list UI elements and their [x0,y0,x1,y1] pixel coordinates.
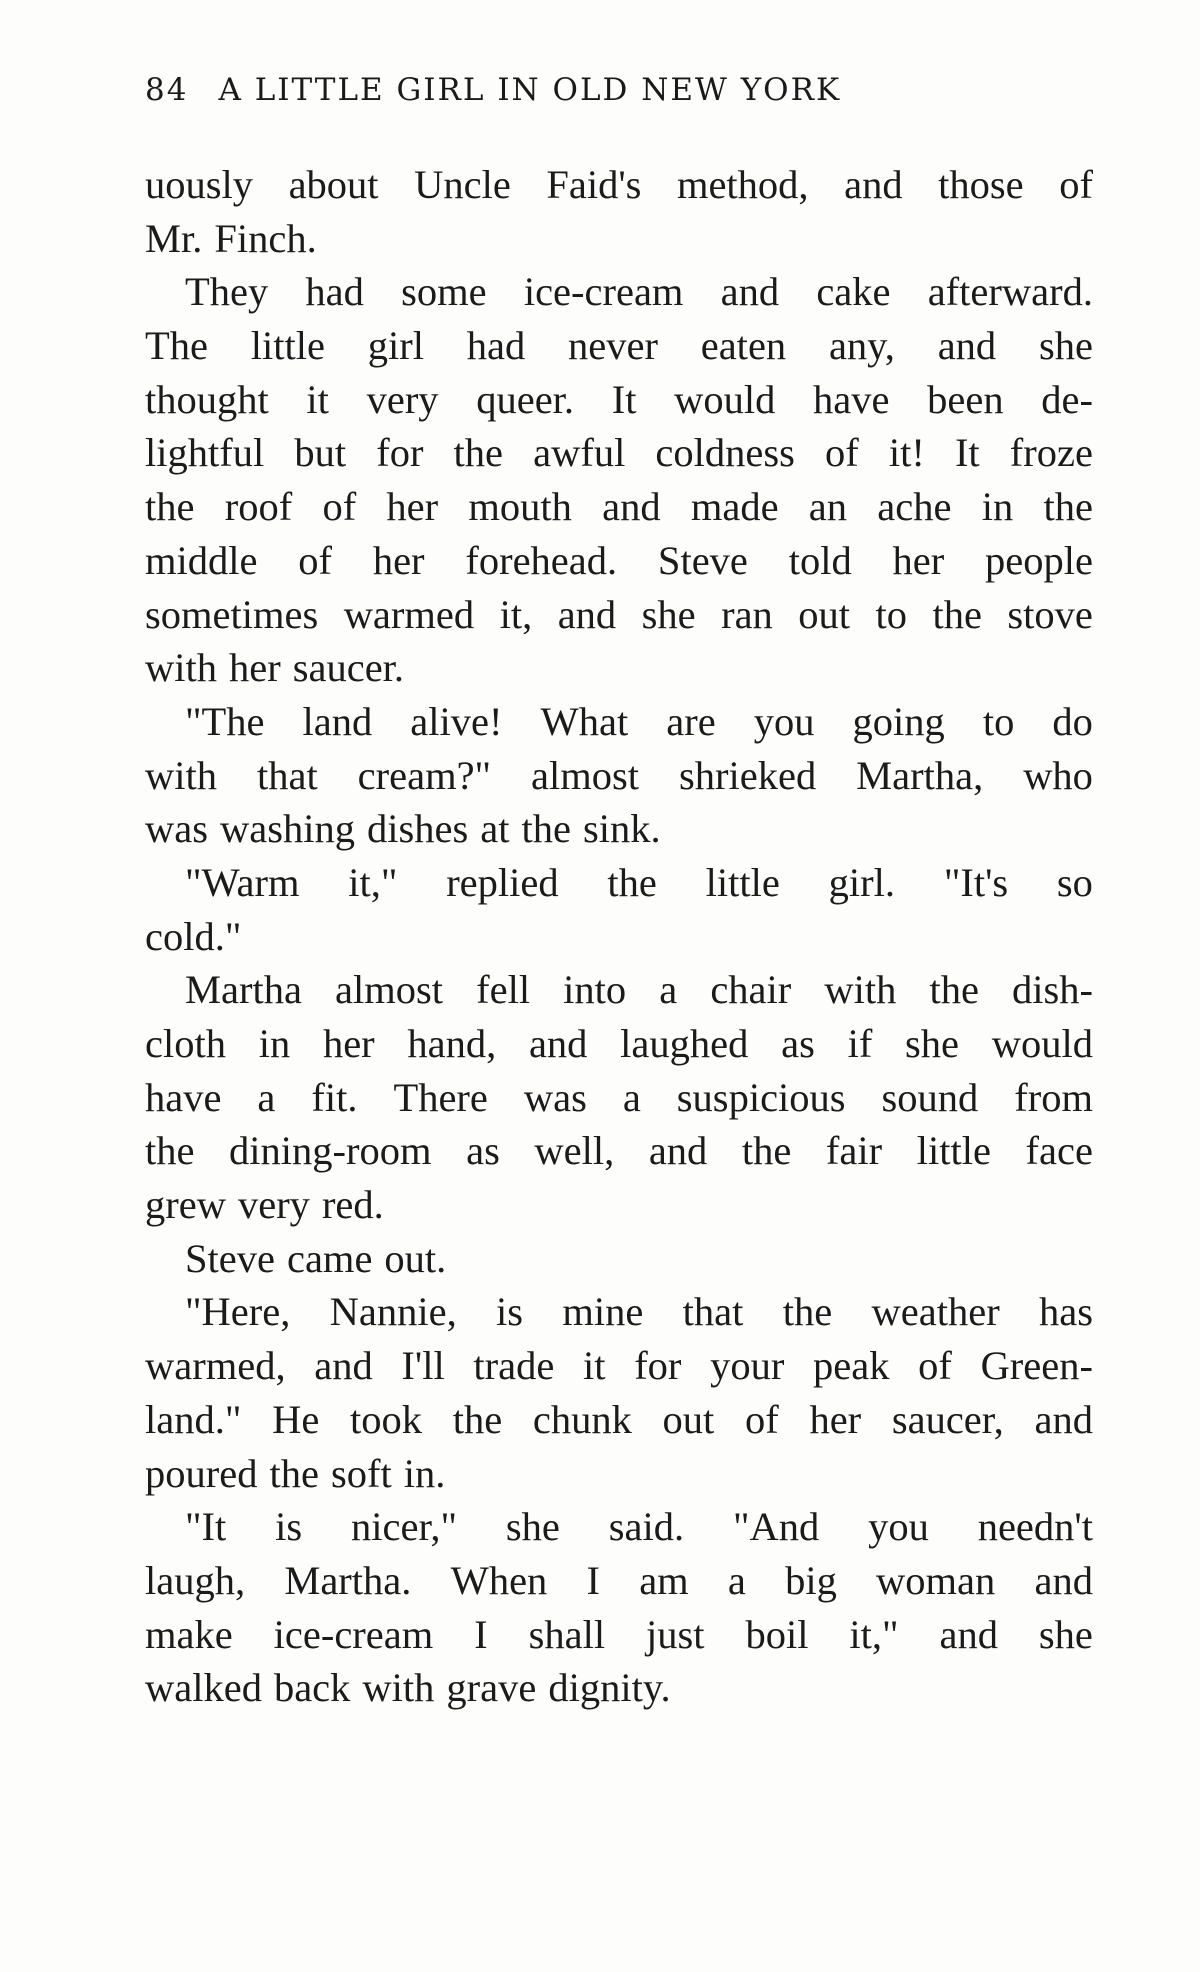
word: girl. [828,859,896,905]
word: What [540,698,629,744]
word: walked [145,1665,262,1711]
text-line [145,1285,1093,1339]
word: "It's [943,859,1009,905]
word: it! [888,430,925,476]
word: came [286,1235,373,1281]
word: hand, [407,1021,497,1066]
word: she [905,1021,960,1066]
word: land." [145,1396,242,1442]
page-number: 84 [145,72,189,108]
word: out [798,591,851,637]
word: the [741,1128,792,1174]
word: of [1059,162,1093,207]
word: shrieked [679,752,817,798]
word: the [269,1450,319,1496]
text-line [145,1661,1093,1715]
word: very [366,376,439,422]
word: with [145,645,218,691]
word: Steve [185,1235,275,1281]
word: almost [531,752,640,798]
word: and [648,1128,708,1174]
word: with [362,1665,435,1711]
word: eaten [700,323,787,369]
word: I'll [401,1343,445,1389]
word: it [306,376,329,422]
word: chunk [532,1396,632,1442]
word: any, [828,323,895,369]
word: little [250,323,325,369]
word: Martha [185,967,302,1013]
word: and [557,591,617,637]
word: as [781,1021,815,1066]
word: alive! [410,698,503,744]
word: she [1038,323,1093,369]
text-line [145,212,1093,266]
word: she [1038,1611,1093,1657]
word: lightful [145,430,265,476]
word: awful [533,430,626,476]
body-text [145,158,1093,1715]
word: for [634,1343,682,1389]
word: trade [473,1343,555,1389]
word: have [813,376,890,422]
word: I [586,1557,600,1603]
word: de- [1041,376,1093,422]
word: has [1039,1289,1093,1335]
text-line [145,158,1093,212]
word: your [710,1343,785,1389]
word: that [256,752,318,798]
word: laugh, [145,1557,246,1603]
text-line [145,1339,1093,1393]
word: ache [877,484,952,530]
word: forehead. [465,537,618,583]
word: her [229,645,281,691]
text-line [145,1178,1093,1232]
word: and [528,1021,588,1066]
word: cloth [145,1021,226,1066]
word: suspicious [676,1074,846,1120]
word: "And [732,1504,820,1550]
word: it," [849,1611,899,1657]
word: dishes [367,806,469,852]
word: well, [534,1128,615,1174]
word: grew [145,1182,226,1228]
word: never [568,323,658,369]
word: was [523,1074,587,1120]
word: and [720,269,780,315]
word: Green- [980,1343,1093,1389]
word: face [1025,1128,1093,1174]
word: you [753,698,815,744]
word: she [505,1504,560,1550]
word: out [662,1396,715,1442]
word: sometimes [145,591,319,637]
word: fell [476,967,531,1013]
word: land [302,698,373,744]
word: of [825,430,859,476]
word: the [145,484,195,530]
word: it," [348,859,398,905]
word: saucer, [891,1396,1004,1442]
word: chair [710,967,792,1013]
word: am [639,1557,689,1603]
word: washing [220,806,355,852]
word: shall [528,1611,606,1657]
word: would [674,376,776,422]
word: weather [871,1289,1000,1335]
word: sound [881,1074,979,1120]
word: stove [1007,591,1093,637]
word: in [258,1021,291,1066]
word: if [847,1021,873,1066]
word: make [145,1611,233,1657]
word: and [937,323,997,369]
word: is [275,1504,303,1550]
word: the [1043,484,1093,530]
word: a [659,967,678,1013]
word: It [611,376,637,422]
text-line [145,802,1093,856]
text-line [145,963,1093,1017]
word: with [145,752,218,798]
word: do [1052,698,1093,744]
word: as [466,1128,500,1174]
text-line [145,1608,1093,1662]
word: those [938,162,1024,207]
word: and [1034,1396,1093,1442]
text-line [145,1447,1093,1501]
word: mine [562,1289,644,1335]
text-line [145,426,1093,480]
text-line [145,319,1093,373]
word: "Warm [185,859,300,905]
word: the [145,1128,195,1174]
word: nicer," [351,1504,457,1550]
word: of [745,1396,779,1442]
text-line [145,749,1093,803]
word: would [991,1021,1093,1066]
word: woman [876,1557,996,1603]
word: uously [145,162,254,207]
word: the [521,806,571,852]
word: back [273,1665,351,1711]
word: I [474,1611,488,1657]
word: she [641,591,696,637]
text-line [145,856,1093,910]
word: her [372,537,425,583]
word: Mr. [145,215,203,261]
word: to [982,698,1015,744]
word: in. [403,1450,446,1496]
word: took [350,1396,423,1442]
word: that [682,1289,744,1335]
word: little [916,1128,991,1174]
word: about [288,162,379,207]
word: her [809,1396,862,1442]
word: into [563,967,627,1013]
word: the [782,1289,833,1335]
word: her [322,1021,375,1066]
text-line [145,265,1093,319]
word: had [466,323,526,369]
word: He [272,1396,320,1442]
word: warmed [343,591,475,637]
word: Uncle [414,162,511,207]
word: boil [745,1611,809,1657]
word: laughed [620,1021,749,1066]
word: Finch. [214,215,317,261]
word: ice-cream [273,1611,434,1657]
word: the [452,1396,503,1442]
word: the [929,967,979,1013]
word: almost [335,967,444,1013]
word: fit. [311,1074,358,1120]
word: warmed, [145,1343,286,1389]
word: It [954,430,980,476]
word: "Here, [185,1289,291,1335]
word: saucer. [292,645,405,691]
word: had [305,269,364,315]
word: been [927,376,1004,422]
word: Steve [657,537,748,583]
word: have [145,1074,222,1120]
word: coldness [655,430,795,476]
word: for [376,430,424,476]
word: grave [446,1665,537,1711]
word: a [257,1074,276,1120]
word: "The [185,698,265,744]
text-line [145,480,1093,534]
word: roof [224,484,293,530]
word: but [294,430,347,476]
word: was [145,806,208,852]
word: and [602,484,661,530]
word: replied [446,859,559,905]
word: girl [367,323,424,369]
word: told [788,537,852,583]
word: peak [813,1343,890,1389]
word: poured [145,1450,258,1496]
word: going [852,698,945,744]
word: her [386,484,439,530]
word: of [298,537,333,583]
text-line [145,1500,1093,1554]
word: little [705,859,780,905]
word: out. [384,1235,447,1281]
word: cream?" [357,752,492,798]
running-title: A LITTLE GIRL IN OLD NEW YORK [218,72,842,108]
word: The [145,323,208,369]
word: "It [185,1504,227,1550]
word: with [824,967,897,1013]
word: red. [321,1182,384,1228]
word: Nannie, [329,1289,457,1335]
word: froze [1009,430,1093,476]
word: method, [676,162,809,207]
word: and [844,162,903,207]
word: very [237,1182,310,1228]
word: a [622,1074,641,1120]
word: the [453,430,504,476]
text-line [145,1017,1093,1071]
word: thought [145,376,269,422]
word: is [496,1289,524,1335]
word: of [322,484,357,530]
word: They [185,269,269,315]
word: ran [721,591,773,637]
word: a [727,1557,746,1603]
text-line [145,910,1093,964]
word: and [1034,1557,1093,1603]
word: Faid's [546,162,642,207]
running-head [145,72,1005,108]
word: cold." [145,913,242,959]
text-line [145,1232,1093,1286]
word: needn't [977,1504,1093,1550]
word: made [690,484,779,530]
word: it, [499,591,533,637]
word: you [868,1504,929,1550]
word: sink. [582,806,661,852]
word: mouth [468,484,572,530]
text-line [145,641,1093,695]
word: Martha. [284,1557,412,1603]
text-line [145,373,1093,427]
word: ice-cream [523,269,684,315]
word: said. [608,1504,685,1550]
text-line [145,1124,1093,1178]
word: to [875,591,907,637]
word: it [583,1343,606,1389]
word: people [985,537,1093,583]
word: and [939,1611,998,1657]
text-line [145,1393,1093,1447]
word: fair [825,1128,883,1174]
word: There [393,1074,488,1120]
word: in [981,484,1014,530]
word: who [1023,752,1093,798]
word: are [666,698,716,744]
word: just [646,1611,705,1657]
text-line [145,1554,1093,1608]
word: soft [330,1450,392,1496]
word: dish- [1012,967,1093,1013]
word: dining-room [229,1128,432,1174]
word: some [401,269,487,315]
word: so [1056,859,1093,905]
word: dignity. [548,1665,671,1711]
word: When [450,1557,548,1603]
word: afterward. [927,269,1093,315]
word: middle [145,537,258,583]
text-line [145,695,1093,749]
word: cake [816,269,891,315]
word: and [314,1343,373,1389]
word: of [918,1343,952,1389]
word: Martha, [856,752,984,798]
text-line [145,1071,1093,1125]
text-line [145,588,1093,642]
word: from [1014,1074,1093,1120]
word: at [480,806,510,852]
word: her [892,537,945,583]
word: the [607,859,657,905]
word: an [808,484,848,530]
word: the [932,591,982,637]
text-line [145,534,1093,588]
word: queer. [476,376,575,422]
word: big [785,1557,837,1603]
